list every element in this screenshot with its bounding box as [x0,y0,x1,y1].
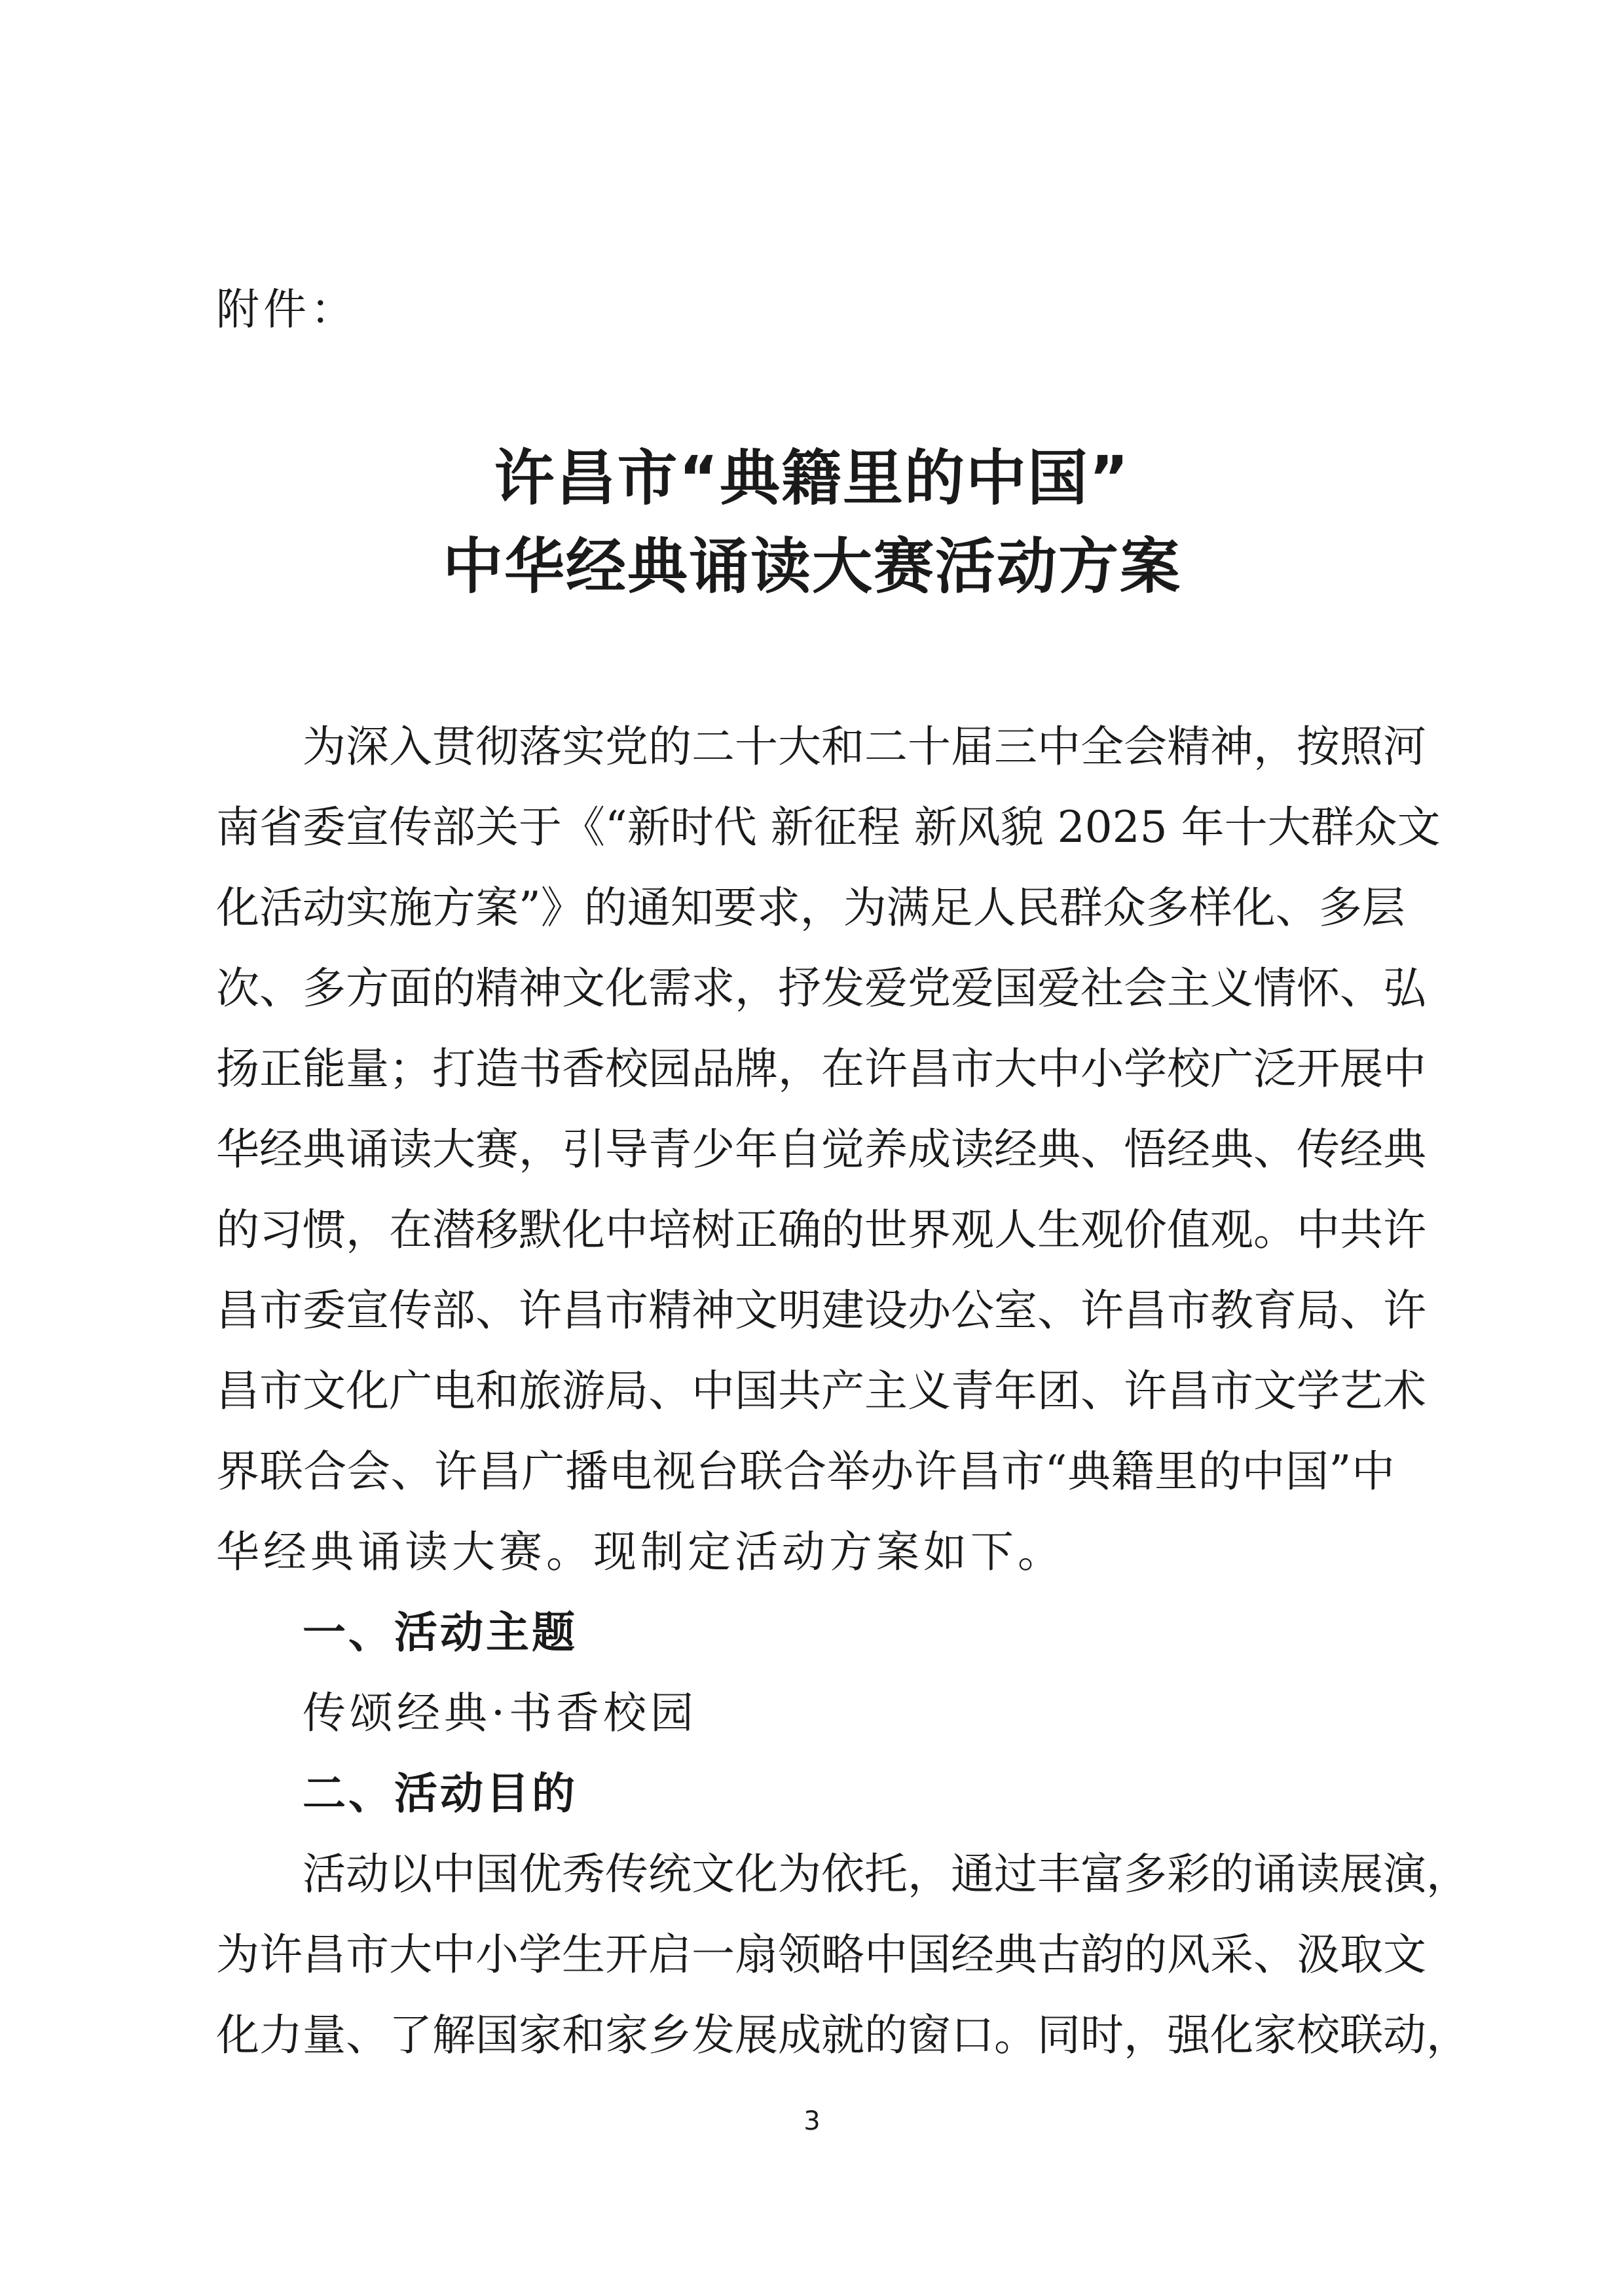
attachment-label: 附件： [216,284,358,335]
document-title-line-1: 许昌市“典籍里的中国” [494,443,1130,513]
paragraph-line: 华经典诵读大赛，引导青少年自觉养成读经典、悟经典、传经典 [216,1124,1426,1175]
paragraph-line: 昌市文化广电和旅游局、中国共产主义青年团、许昌市文学艺术 [216,1366,1426,1416]
paragraph-line: 扬正能量；打造书香校园品牌，在许昌市大中小学校广泛开展中 [216,1044,1426,1094]
paragraph-line: 界联合会、许昌广播电视台联合举办许昌市“典籍里的中国”中 [216,1446,1395,1497]
paragraph-line: 的习惯，在潜移默化中培树正确的世界观人生观价值观。中共许 [216,1205,1426,1255]
paragraph-line: 昌市委宣传部、许昌市精神文明建设办公室、许昌市教育局、许 [216,1285,1426,1336]
paragraph-line: 化力量、了解国家和家乡发展成就的窗口。同时，强化家校联动， [216,2010,1469,2060]
paragraph-line: 次、多方面的精神文化需求，抒发爱党爱国爱社会主义情怀、弘 [216,963,1426,1013]
section-heading-purpose: 二、活动目的 [303,1768,578,1819]
paragraph-line: 为许昌市大中小学生开启一扇领略中国经典古韵的风采、汲取文 [216,1929,1426,1980]
paragraph-line: 化活动实施方案”》的通知要求，为满足人民群众多样化、多层 [216,883,1405,933]
paragraph-line: 华经典诵读大赛。现制定活动方案如下。 [216,1527,1065,1577]
section-theme-content: 传颂经典·书香校园 [303,1688,697,1738]
document-title-line-2: 中华经典诵读大赛活动方案 [442,532,1181,602]
paragraph-line: 活动以中国优秀传统文化为依托，通过丰富多彩的诵读展演， [303,1849,1469,1899]
paragraph-line: 南省委宣传部关于《“新时代 新征程 新风貌 2025 年十大群众文 [216,802,1441,852]
section-heading-theme: 一、活动主题 [303,1607,578,1658]
page-number: 3 [803,2106,821,2136]
paragraph-line: 为深入贯彻落实党的二十大和二十届三中全会精神，按照河 [303,721,1426,772]
